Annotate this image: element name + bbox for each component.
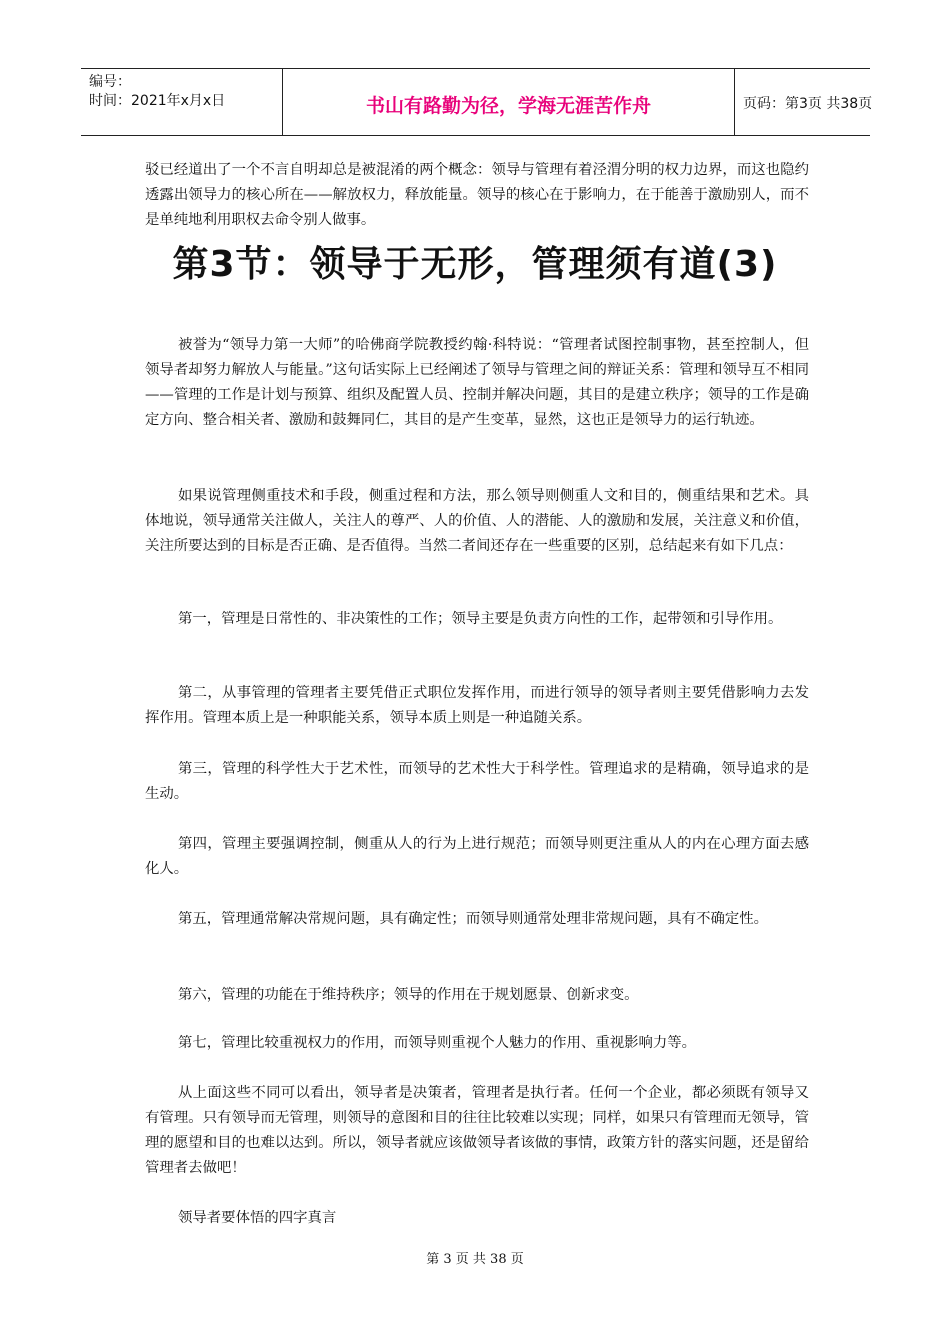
header-left-cell <box>81 69 283 135</box>
paragraph-7: 第五，管理通常解决常规问题，具有确定性；而领导则通常处理非常规问题，具有不确定性。 <box>178 911 769 927</box>
section-title: 第3节：领导于无形，管理须有道(3) <box>172 244 778 285</box>
paragraph-1: 被誉为“领导力第一大师”的哈佛商学院教授约翰·科特说：“管理者试图控制事物，甚至控制人，但领导者却努力解放人与能量。”这句话实际上已经阐述了领导与管理之间的辩证关系：管理和领导互不相同——管理的工作是计划与预算、组织及配置人员、控制并解决问题，其目的是建立秩序；领导的工作是确定方向、整合相关者、激励和鼓舞同仁，其目的是产生变革，显然，这也正是领导力的运行轨迹。 <box>145 337 809 428</box>
intro-paragraph: 驳已经道出了一个不言自明却总是被混淆的两个概念：领导与管理有着泾渭分明的权力边界，而这也隐约透露出领导力的核心所在——解放权力，释放能量。领导的核心在于影响力，在于能善于激励别人，而不是单纯地利用职权去命令别人做事。 <box>145 162 809 228</box>
paragraph-6: 第四，管理主要强调控制，侧重从人的行为上进行规范；而领导则更注重从人的内在心理方面去感化人。 <box>145 836 809 877</box>
paragraph-10: 从上面这些不同可以看出，领导者是决策者，管理者是执行者。任何一个企业，都必须既有领导又有管理。只有领导而无管理，则领导的意图和目的往往比较难以实现；同样，如果只有管理而无领导，管理的愿望和目的也难以达到。所以，领导者就应该做领导者该做的事情，政策方针的落实问题，还是留给管理者去做吧！ <box>145 1085 809 1176</box>
header-motto: 书山有路勤为径，学海无涯苦作舟 <box>365 95 651 117</box>
paragraph-2: 如果说管理侧重技术和手段，侧重过程和方法，那么领导则侧重人文和目的，侧重结果和艺术。具体地说，领导通常关注做人，关注人的尊严、人的价值、人的潜能、人的激励和发展，关注意义和价值，关注所要达到的目标是否正确、是否值得。当然二者间还存在一些重要的区别，总结起来有如下几点： <box>145 488 809 554</box>
paragraph-9: 第七，管理比较重视权力的作用，而领导则重视个人魅力的作用、重视影响力等。 <box>178 1035 697 1051</box>
paragraph-11: 领导者要体悟的四字真言 <box>178 1210 337 1226</box>
header-right-cell <box>735 69 873 135</box>
paragraph-5: 第三，管理的科学性大于艺术性，而领导的艺术性大于科学性。管理追求的是精确，领导追求的是生动。 <box>145 761 809 802</box>
page-footer: 第 3 页 共 38 页 <box>426 1252 524 1267</box>
header-date-label: 时间：2021年x月x日 <box>89 93 226 109</box>
page-header <box>81 68 873 136</box>
paragraph-8: 第六，管理的功能在于维持秩序；领导的作用在于规划愿景、创新求变。 <box>178 987 639 1003</box>
header-center-cell <box>283 69 735 135</box>
header-page-code: 页码：第3页 共38页 <box>743 96 873 112</box>
paragraph-4: 第二，从事管理的管理者主要凭借正式职位发挥作用，而进行领导的领导者则主要凭借影响力去发挥作用。管理本质上是一种职能关系，领导本质上则是一种追随关系。 <box>145 685 809 726</box>
header-code-label: 编号： <box>89 74 131 90</box>
paragraph-3: 第一，管理是日常性的、非决策性的工作；领导主要是负责方向性的工作，起带领和引导作用。 <box>178 611 783 627</box>
